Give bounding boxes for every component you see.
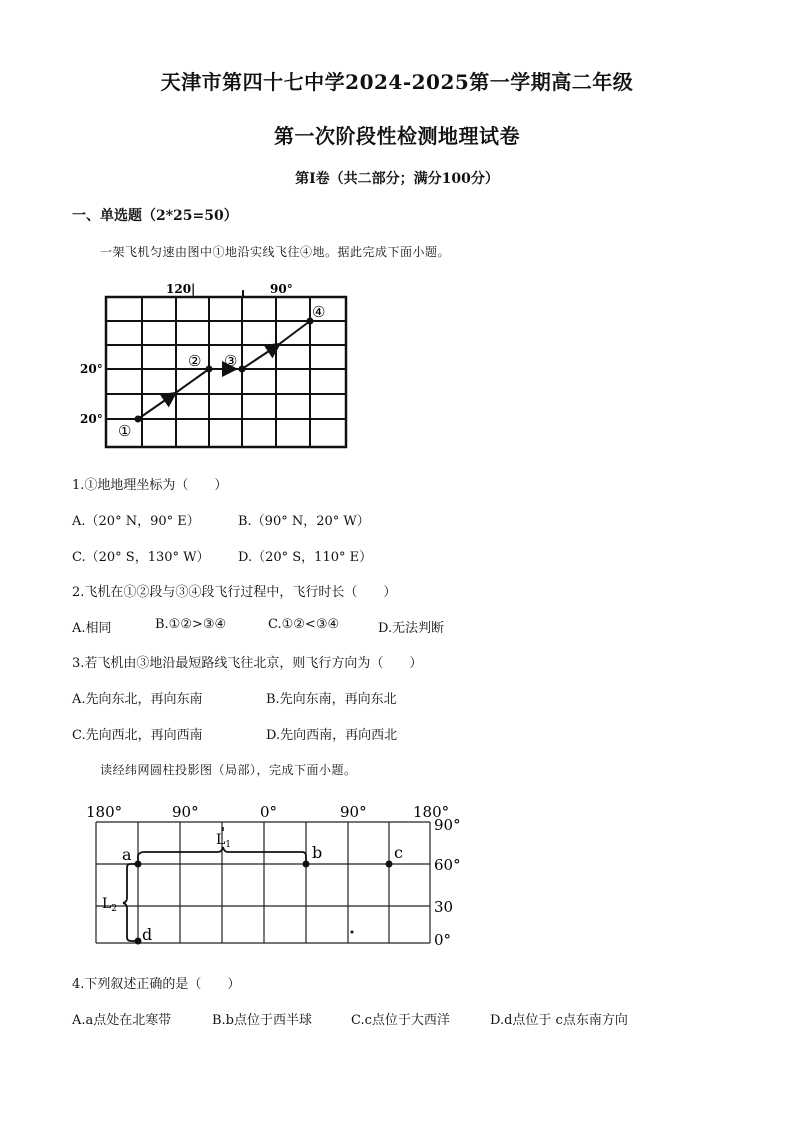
point-c-dot	[386, 861, 393, 868]
exam-title-line2: 第一次阶段性检测地理试卷	[274, 124, 520, 148]
question-4-option-b[interactable]: B.b点位于西半球	[212, 1013, 313, 1028]
exam-title-line1: 天津市第四十七中学2024-2025第一学期高二年级	[160, 70, 634, 94]
path-seg-3a	[242, 345, 278, 369]
question-3-stem: 3.若飞机由③地沿最短路线飞往北京，则飞行方向为（ ）	[72, 656, 423, 671]
question-3-option-b[interactable]: B.先向东南，再向东北	[266, 692, 397, 707]
question-3-option-a[interactable]: A.先向东北，再向东南	[72, 692, 203, 707]
question-3-option-c[interactable]: C.先向西北，再向西南	[72, 728, 203, 743]
point-label-a: a	[122, 845, 132, 864]
question-2-option-d[interactable]: D.无法判断	[378, 621, 445, 636]
point-d-dot	[135, 938, 142, 945]
top-label-180-right: 180°	[413, 803, 450, 821]
right-label-90: 90°	[434, 816, 461, 834]
question-2-option-a[interactable]: A.相同	[72, 621, 112, 636]
exam-subtitle: 第I卷（共二部分；满分100分）	[295, 171, 499, 187]
point-label-2: ②	[188, 352, 202, 370]
question-2-stem: 2.飞机在①②段与③④段飞行过程中，飞行时长（ ）	[72, 585, 397, 600]
point-a-dot	[135, 861, 142, 868]
path-seg-1a	[138, 394, 174, 419]
question-4-stem: 4.下列叙述正确的是（ ）	[72, 977, 241, 992]
question-1-option-a[interactable]: A.（20° N，90° E）	[72, 514, 200, 529]
question-1-option-d[interactable]: D.（20° S，110° E）	[238, 550, 373, 565]
top-label-90-right: 90°	[340, 803, 367, 821]
question-1-option-c[interactable]: C.（20° S，130° W）	[72, 550, 210, 565]
top-label-180-left: 180°	[86, 803, 123, 821]
question-4-option-a[interactable]: A.a点处在北寒带	[72, 1013, 172, 1028]
top-label-120: 120|	[166, 282, 196, 296]
point-label-1: ①	[118, 422, 132, 440]
point-label-3: ③	[224, 352, 238, 370]
path-seg-3b	[278, 321, 310, 345]
section-heading: 一、单选题（2*25=50）	[72, 208, 238, 224]
stray-dot	[351, 931, 354, 934]
left-label-20-lower: 20°	[80, 412, 103, 426]
point-b-dot	[303, 861, 310, 868]
top-label-0: 0°	[260, 803, 278, 821]
point-label-b: b	[312, 843, 323, 862]
question-2-option-c[interactable]: C.①②<③④	[268, 617, 340, 632]
question-2-option-b[interactable]: B.①②>③④	[155, 617, 227, 632]
question-4-option-c[interactable]: C.c点位于大西洋	[351, 1013, 450, 1028]
question-1-option-b[interactable]: B.（90° N，20° W）	[238, 514, 370, 529]
cylindrical-projection-map	[80, 800, 465, 950]
right-label-60: 60°	[434, 856, 461, 874]
point-1-dot	[135, 416, 142, 423]
point-label-4: ④	[312, 303, 326, 321]
intro-figure1: 一架飞机匀速由图中①地沿实线飞往④地。据此完成下面小题。	[100, 245, 451, 259]
right-label-30: 30	[434, 898, 454, 916]
top-label-90: 90°	[270, 282, 293, 296]
l2-bracket	[123, 864, 136, 941]
flight-grid-map	[78, 278, 358, 450]
point-3-dot	[239, 366, 246, 373]
right-label-0: 0°	[434, 931, 452, 949]
path-seg-1b	[174, 369, 209, 394]
left-label-20-upper: 20°	[80, 362, 103, 376]
l2-label: $L_2$	[102, 896, 118, 914]
l1-label: $L_1$	[216, 832, 232, 850]
question-1-stem: 1.①地地理坐标为（ ）	[72, 478, 228, 493]
point-2-dot	[206, 366, 213, 373]
top-label-90-left: 90°	[172, 803, 199, 821]
question-3-option-d[interactable]: D.先向西南，再向西北	[266, 728, 398, 743]
question-4-option-d[interactable]: D.d点位于 c点东南方向	[490, 1013, 628, 1028]
point-label-d: d	[142, 925, 153, 944]
intro-figure2: 读经纬网圆柱投影图（局部），完成下面小题。	[100, 763, 357, 777]
point-label-c: c	[394, 843, 403, 862]
